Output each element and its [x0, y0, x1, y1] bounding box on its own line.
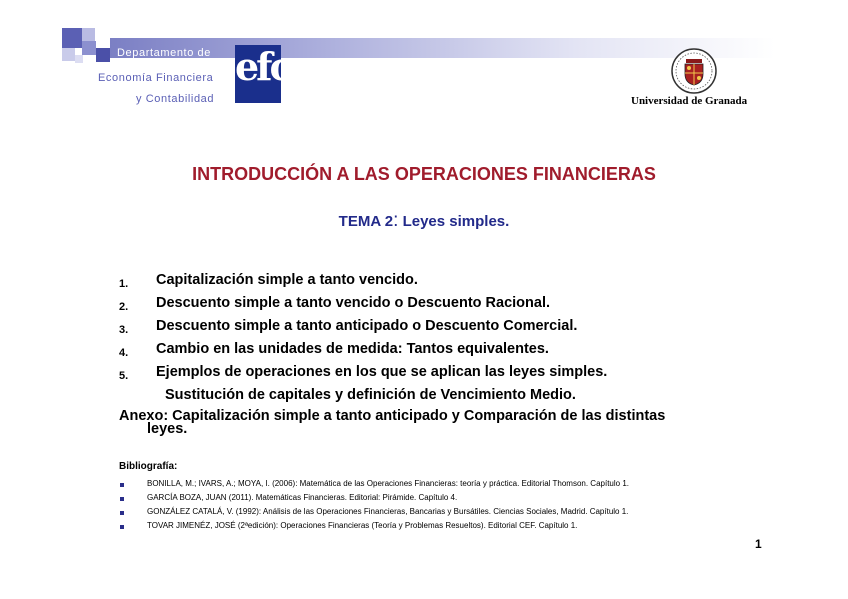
university-name: Universidad de Granada	[631, 95, 748, 107]
list-item-number: 1.	[119, 278, 129, 290]
bibliography-entry: GONZÁLEZ CATALÁ, V. (1992): Análisis de las Operaciones Financieras, Bancarias y Bursátiles. Ciencias Sociales, Madrid. Capítulo 1.	[147, 507, 629, 516]
bullet-icon	[120, 497, 124, 501]
department-logo-text: efc	[235, 44, 290, 89]
subtitle-text: Leyes simples.	[402, 213, 510, 230]
annex-text	[119, 410, 759, 436]
list-item: Descuento simple a tanto anticipado o Descuento Comercial.	[156, 318, 578, 334]
decor-square	[75, 55, 83, 63]
subtitle-colon: :	[393, 210, 399, 231]
annex-line-1: Anexo: Capitalización simple a tanto anticipado y Comparación de las distintas	[119, 408, 666, 424]
bibliography-entry: BONILLA, M.; IVARS, A.; MOYA, I. (2006): Matemática de las Operaciones Financieras: teoría y práctica. Editorial Thomson. Capítulo 1.	[147, 479, 629, 488]
list-item-number: 3.	[119, 324, 129, 336]
list-item-number: 2.	[119, 301, 129, 313]
department-line-1: Departamento de	[117, 47, 211, 59]
bullet-icon	[120, 525, 124, 529]
bibliography-entry: GARCÍA BOZA, JUAN (2011). Matemáticas Financieras. Editorial: Pirámide. Capítulo 4.	[147, 493, 458, 502]
page-subtitle	[0, 210, 848, 232]
page-number: 1	[755, 537, 762, 551]
list-item: Cambio en las unidades de medida: Tantos equivalentes.	[156, 341, 549, 357]
decor-square	[82, 28, 95, 41]
list-item: Descuento simple a tanto vencido o Descuento Racional.	[156, 295, 551, 311]
decor-square	[62, 48, 75, 61]
list-item: Ejemplos de operaciones en los que se aplican las leyes simples.	[156, 364, 608, 380]
bibliography-heading: Bibliografía:	[119, 461, 178, 472]
list-item-number: 5.	[119, 370, 129, 382]
decor-square	[96, 48, 110, 62]
list-item-continuation: Sustitución de capitales y definición de Vencimiento Medio.	[165, 387, 576, 403]
department-line-3: y Contabilidad	[136, 93, 215, 105]
bullet-icon	[120, 483, 124, 487]
decor-square	[62, 28, 82, 48]
list-item: Capitalización simple a tanto vencido.	[156, 272, 418, 288]
department-logo	[235, 44, 290, 103]
bullet-icon	[120, 511, 124, 515]
list-item-number: 4.	[119, 347, 129, 359]
annex-line-2: leyes.	[147, 421, 188, 437]
subtitle-prefix: TEMA 2	[338, 213, 394, 230]
decor-square	[82, 41, 96, 55]
university-seal-icon	[669, 47, 719, 95]
page-title: INTRODUCCIÓN A LAS OPERACIONES FINANCIERAS	[192, 164, 656, 184]
department-line-2: Economía Financiera	[98, 72, 214, 84]
bibliography-entry: TOVAR JIMENÉZ, JOSÉ (2ªedición): Operaciones Financieras (Teoría y Problemas Resueltos). Editorial CEF. Capítulo 1.	[147, 521, 578, 530]
